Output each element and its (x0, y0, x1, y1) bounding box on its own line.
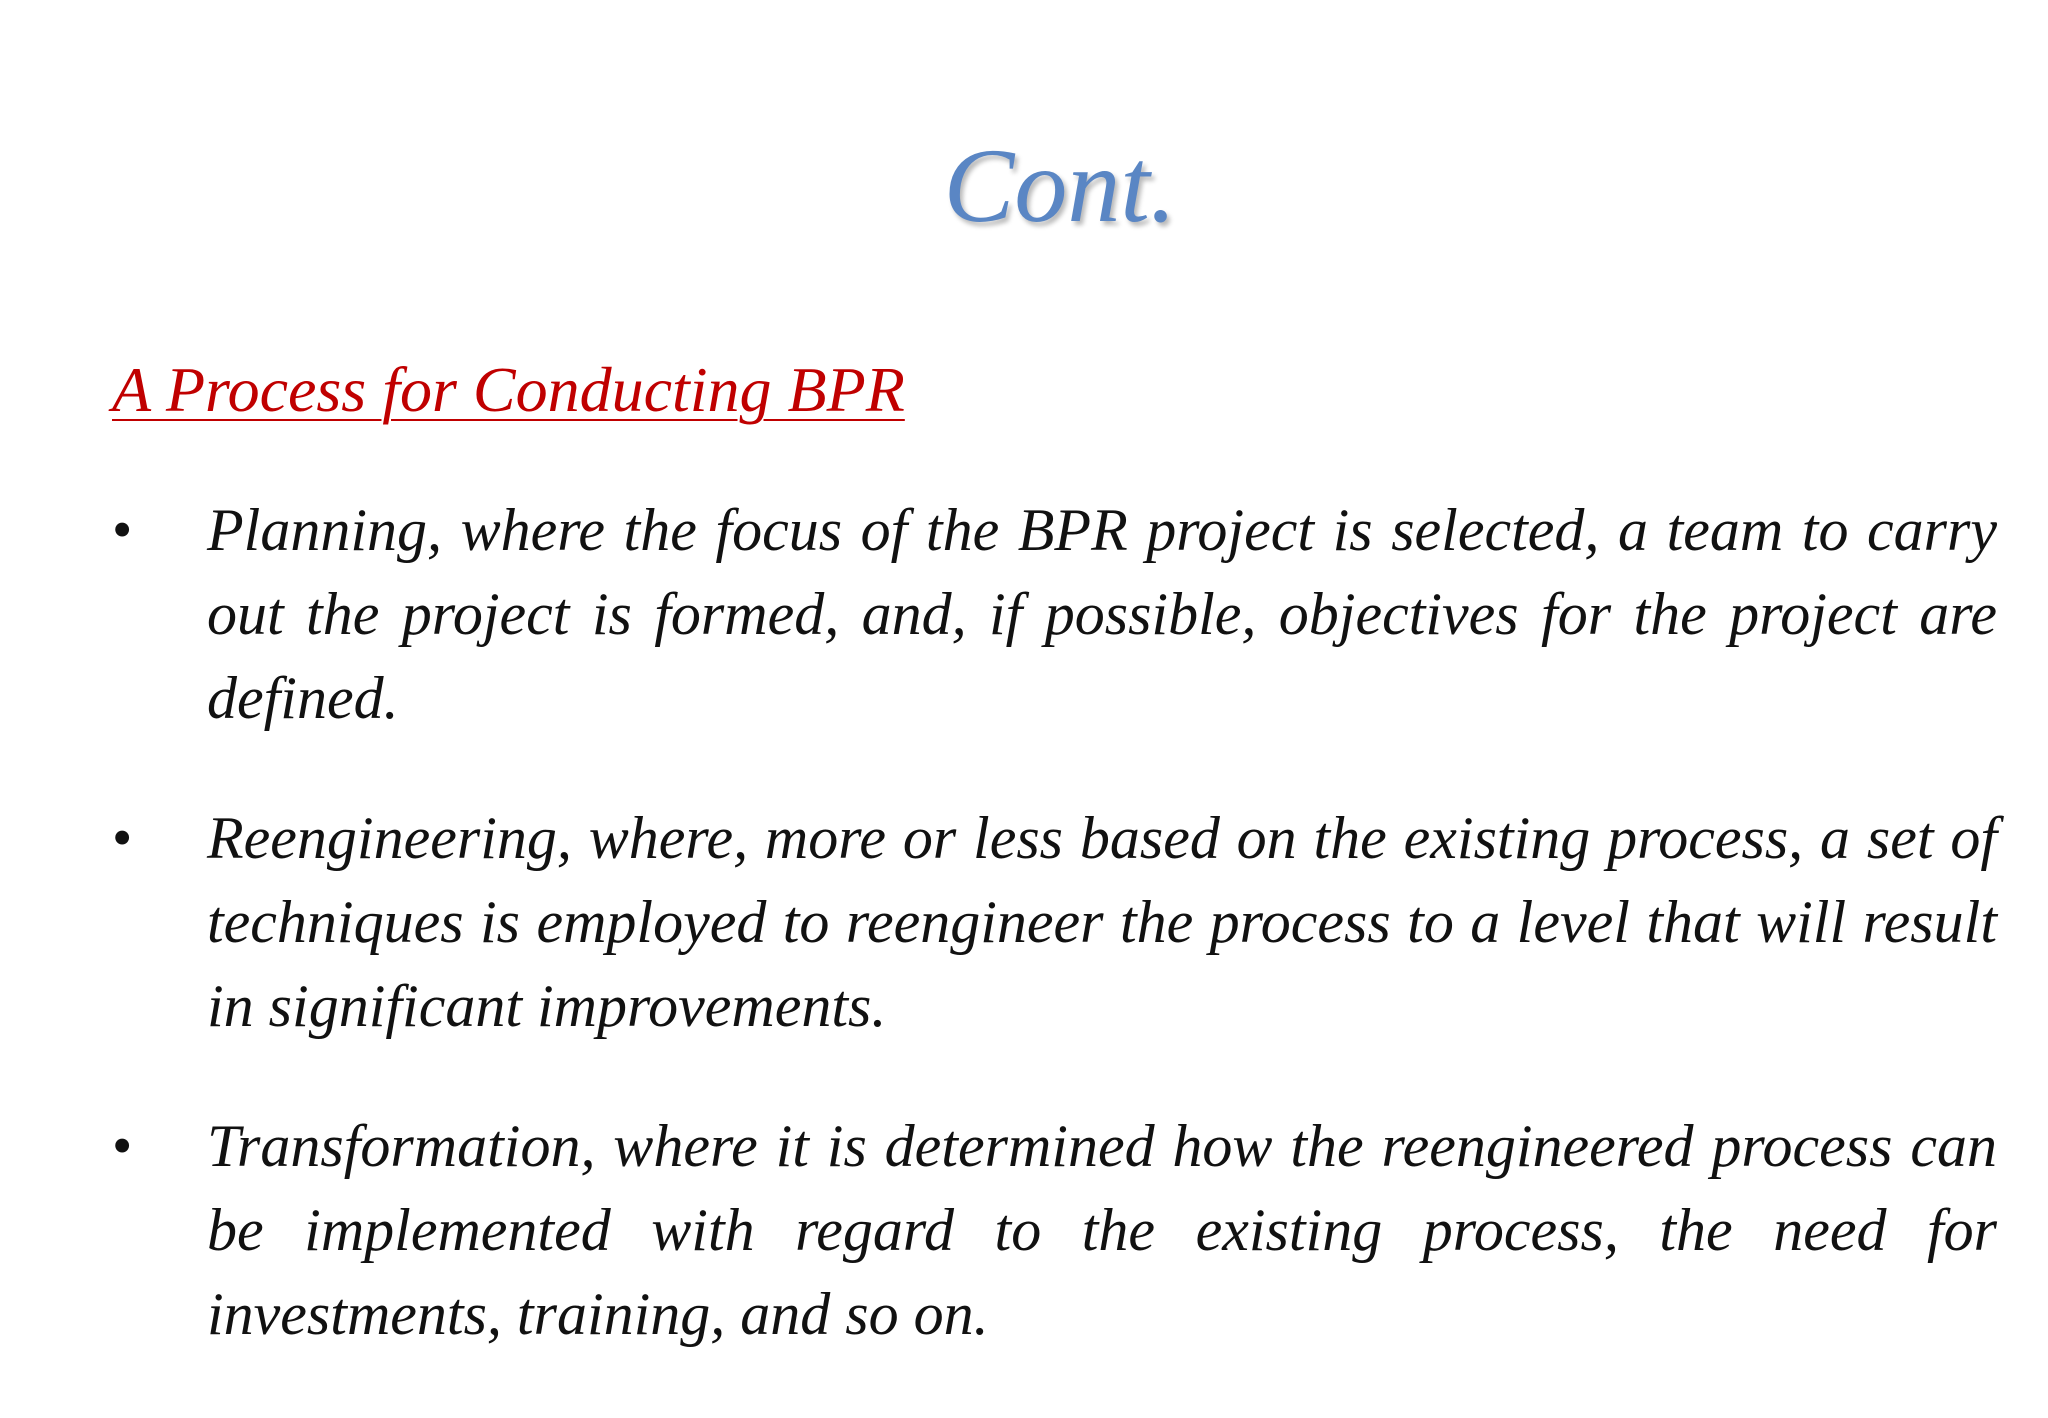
bullet-marker: • (112, 805, 133, 870)
bullet-text-transformation: Transformation, where it is determined how the reengineered process can be implemented with regard to the existing process, the need for investments, training, and so on. (207, 1113, 1997, 1347)
bullet-text-reengineering: Reengineering, where, more or less based on the existing process, a set of techniques is employed to reengineer the process to a level that will result in significant improvements. (207, 805, 1997, 1039)
bullet-marker: • (112, 497, 133, 562)
bullet-list (0, 488, 2048, 1412)
slide-subtitle: A Process for Conducting BPR (112, 354, 905, 425)
bullet-item-transformation (0, 1104, 2048, 1356)
bullet-item-reengineering (0, 796, 2048, 1048)
bullet-marker: • (112, 1113, 133, 1178)
slide-title: Cont. (943, 127, 1177, 244)
bullet-text-planning: Planning, where the focus of the BPR project is selected, a team to carry out the project is formed, and, if possible, objectives for the project are defined. (207, 497, 1997, 731)
bullet-item-planning (0, 488, 2048, 740)
